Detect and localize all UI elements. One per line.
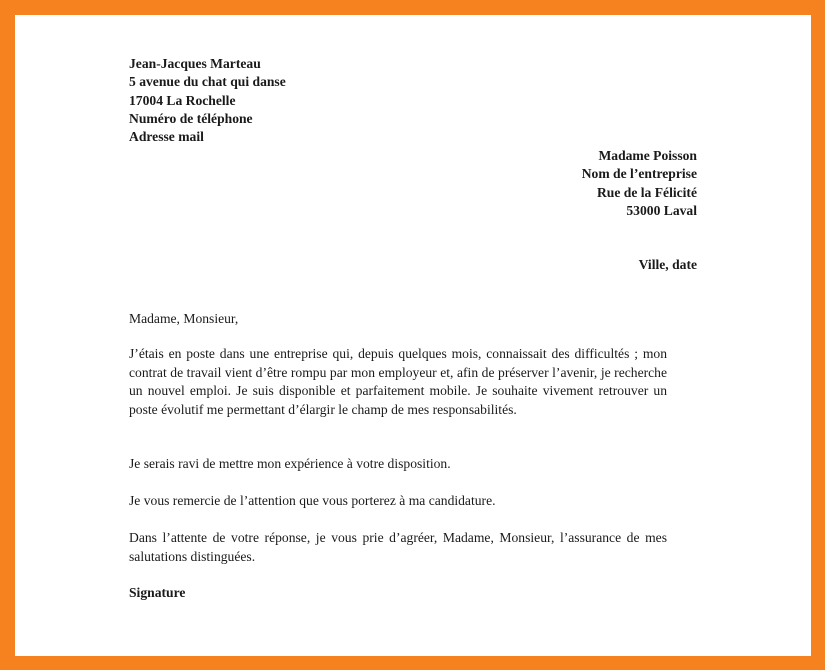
sender-email: Adresse mail — [129, 129, 204, 144]
recipient-company: Nom de l’entreprise — [581, 166, 697, 181]
place-date: Ville, date — [638, 257, 697, 272]
body-paragraph-4: Dans l’attente de votre réponse, je vous prie d’agréer, Madame, Monsieur, l’assurance de mes salutations distinguées. — [129, 530, 667, 564]
body-paragraph-2: Je serais ravi de mettre mon expérience à votre disposition. — [129, 456, 451, 471]
sender-street: 5 avenue du chat qui danse — [129, 74, 286, 89]
salutation: Madame, Monsieur, — [129, 311, 239, 326]
body-paragraph-3: Je vous remercie de l’attention que vous porterez à ma candidature. — [129, 493, 496, 508]
recipient-street: Rue de la Félicité — [596, 185, 697, 200]
signature: Signature — [129, 585, 186, 600]
sender-city: 17004 La Rochelle — [129, 93, 236, 108]
recipient-name: Madame Poisson — [598, 148, 697, 163]
recipient-city: 53000 Laval — [626, 203, 697, 218]
body-paragraph-1: J’étais en poste dans une entreprise qui, depuis quelques mois, connaissait des difficultés ; mon contrat de travail vient d’être rompu par mon employeur et, afin de préserver l’avenir, je recherche un nouvel emploi. Je suis disponible et parfaitement mobile. Je souhaite vivement retrouver un poste évolutif me permettant d’élargir le champ de mes responsabilités. — [129, 346, 667, 417]
sender-phone: Numéro de téléphone — [129, 111, 253, 126]
sender-name: Jean-Jacques Marteau — [129, 56, 261, 71]
